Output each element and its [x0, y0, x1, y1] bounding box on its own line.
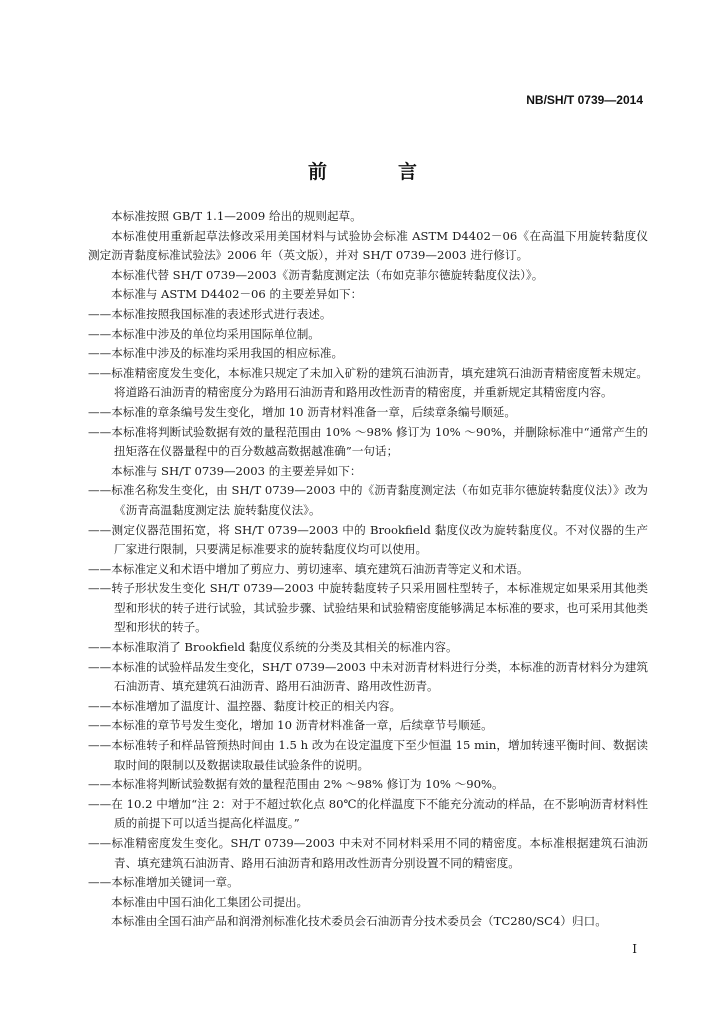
list-item: ——本标准增加了温度计、温控器、黏度计校正的相关内容。	[88, 698, 402, 713]
list-item: ——本标准将判断试验数据有效的量程范围由 2% ～98% 修订为 10% ～90%。	[88, 777, 504, 792]
paragraph: 本标准与 ASTM D4402－06 的主要差异如下：	[111, 287, 363, 302]
paragraph: 本标准代替 SH/T 0739—2003《沥青黏度测定法（布如克菲尔德旋转黏度仪法）》。	[111, 267, 544, 282]
standard-code: NB/SH/T 0739—2014	[526, 93, 643, 107]
list-item: ——本标准将判断试验数据有效的量程范围由 10% ～98% 修订为 10% ～90%，并删除标准中“通常产生的扭矩落在仪器量程中的百分数越高数据越准确”一句话；	[88, 424, 648, 459]
list-item: ——测定仪器范围拓宽，将 SH/T 0739—2003 中的 Brookfield 黏度仪改为旋转黏度仪。不对仪器的生产厂家进行限制，只要满足标准要求的旋转黏度仪均可以使用。	[88, 522, 648, 557]
paragraph: 本标准由全国石油产品和润滑剂标准化技术委员会石油沥青分技术委员会（TC280/SC4）归口。	[111, 914, 607, 929]
list-item: ——本标准中涉及的标准均采用我国的相应标准。	[88, 346, 344, 361]
paragraph: 本标准与 SH/T 0739—2003 的主要差异如下：	[111, 463, 362, 478]
paragraph: 本标准按照 GB/T 1.1—2009 给出的规则起草。	[111, 209, 362, 223]
list-item: ——本标准中涉及的单位均采用国际单位制。	[88, 326, 320, 341]
list-item: ——本标准取消了 Brookfield 黏度仪系统的分类及其相关的标准内容。	[88, 640, 458, 655]
list-item: ——本标准的试验样品发生变化，SH/T 0739—2003 中未对沥青材料进行分类，本标准的沥青材料分为建筑石油沥青、填充建筑石油沥青、路用石油沥青、路用改性沥青。	[88, 659, 648, 694]
list-item: ——在 10.2 中增加“注 2：对于不超过软化点 80℃的化样温度下不能充分流动的样品，在不影响沥青材料性质的前提下可以适当提高化样温度。”	[88, 796, 648, 831]
list-item: ——标准名称发生变化，由 SH/T 0739—2003 中的《沥青黏度测定法（布如克菲尔德旋转黏度仪法）》改为《沥青高温黏度测定法 旋转黏度仪法》。	[88, 483, 648, 517]
list-item: ——本标准的章节号发生变化，增加 10 沥青材料准备一章，后续章节号顺延。	[88, 718, 493, 733]
list-item: ——标准精密度发生变化。SH/T 0739—2003 中未对不同材料采用不同的精密度。本标准根据建筑石油沥青、填充建筑石油沥青、路用石油沥青和路用改性沥青分别设置不同的精密度。	[88, 836, 648, 870]
list-item: ——本标准增加关键词一章。	[88, 875, 239, 890]
list-item: ——本标准转子和样品管预热时间由 1.5 h 改为在设定温度下至少恒温 15 min，增加转速平衡时间、数据读取时间的限制以及数据读取最佳试验条件的说明。	[88, 738, 648, 772]
paragraph: 本标准由中国石油化工集团公司提出。	[111, 894, 309, 909]
list-item: ——本标准定义和术语中增加了剪应力、剪切速率、填充建筑石油沥青等定义和术语。	[88, 561, 529, 576]
list-item: ——标准精密度发生变化，本标准只规定了未加入矿粉的建筑石油沥青，填充建筑石油沥青精密度暂未规定。将道路石油沥青的精密度分为路用石油沥青和路用改性沥青的精密度，并重新规定其精密度内容。	[88, 365, 648, 400]
paragraph: 本标准使用重新起草法修改采用美国材料与试验协会标准 ASTM D4402－06《在高温下用旋转黏度仪测定沥青黏度标准试验法》2006 年（英文版），并对 SH/T 0739—2003 进行修订。	[88, 228, 648, 263]
page-number: I	[632, 942, 637, 956]
list-item: ——转子形状发生变化 SH/T 0739—2003 中旋转黏度转子只采用圆柱型转子，本标准规定如果采用其他类型和形状的转子进行试验，其试验步骤、试验结果和试验精密度能够满足本标准的要求，也可采用其他类型和形状的转子。	[88, 581, 648, 635]
page-title: 前 言	[307, 161, 443, 183]
foreword-body	[88, 207, 648, 932]
list-item: ——本标准的章条编号发生变化，增加 10 沥青材料准备一章，后续章条编号顺延。	[88, 404, 516, 419]
list-item: ——本标准按照我国标准的表述形式进行表述。	[88, 306, 332, 321]
